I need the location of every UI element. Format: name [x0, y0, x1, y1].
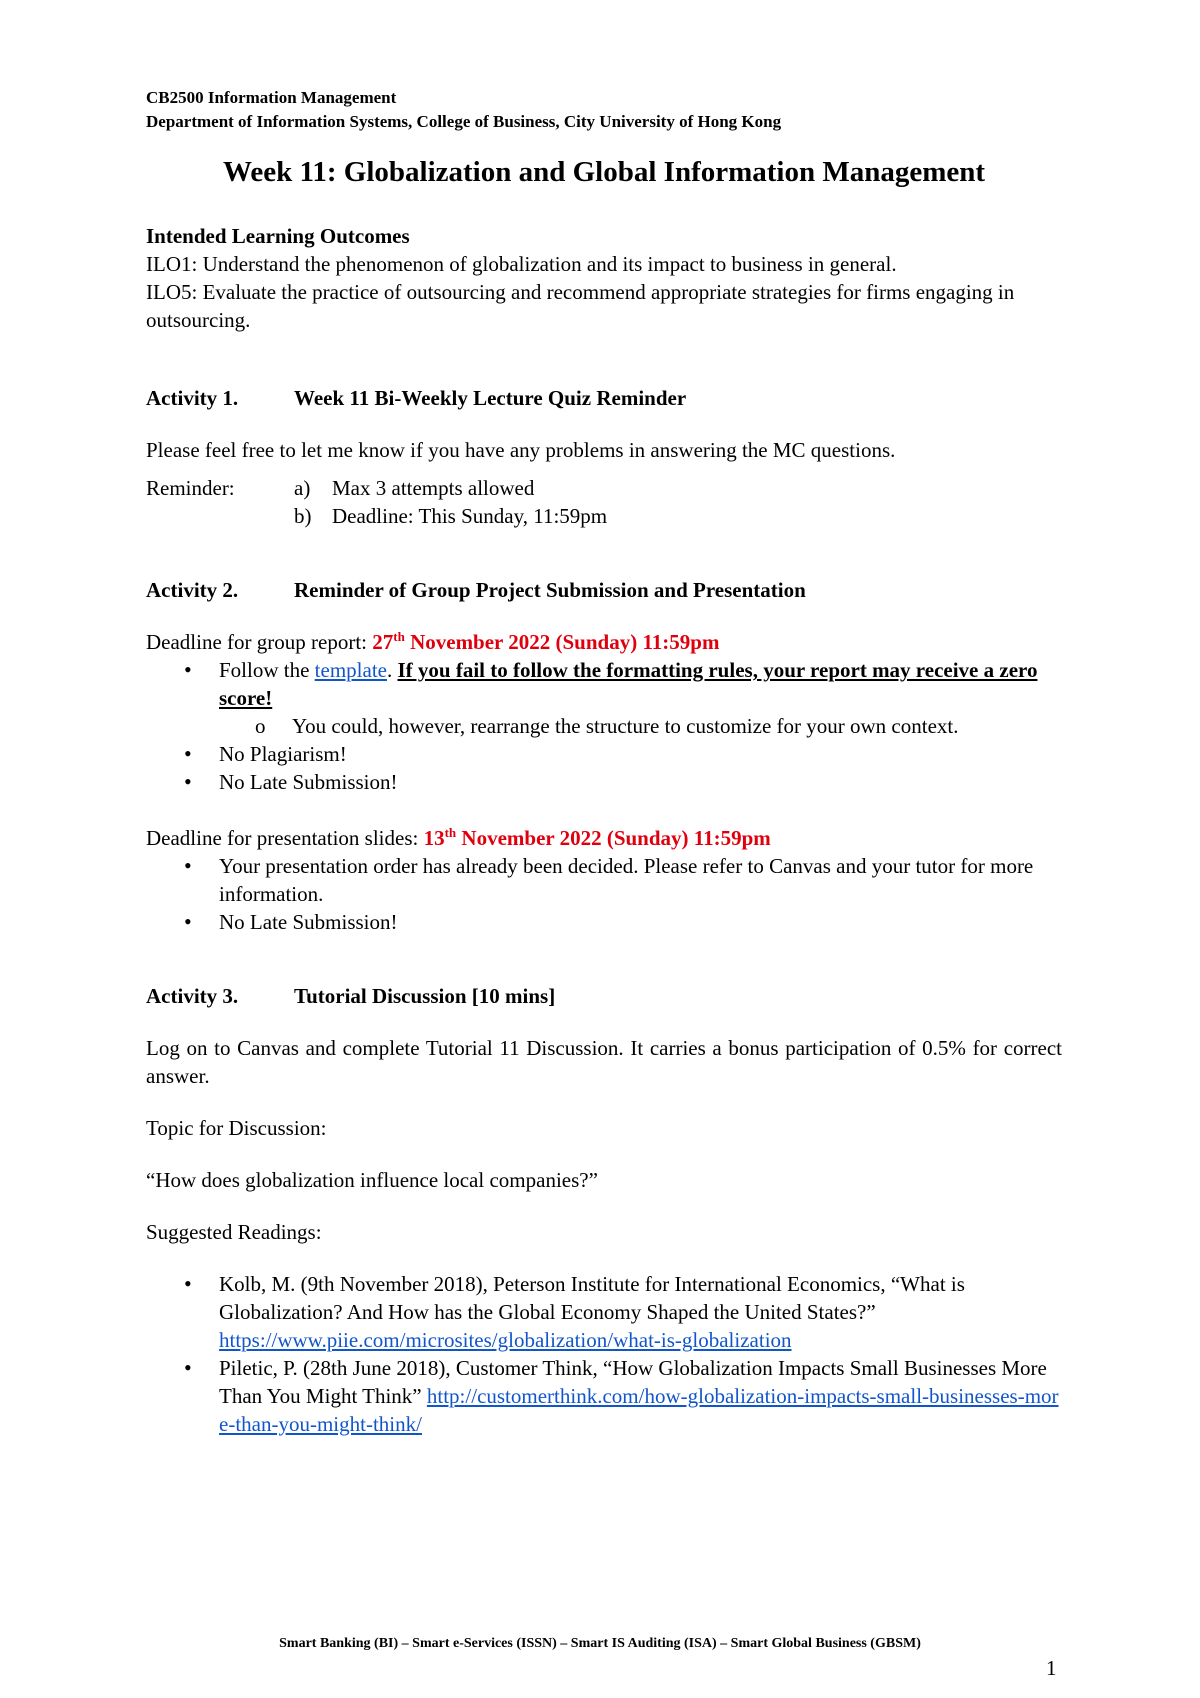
reading-link[interactable]: http://customerthink.com/how-globalization-impacts-small-businesses-more-than-you-might-think/: [219, 1384, 1059, 1436]
course-header: [146, 86, 1062, 134]
list-item: • Your presentation order has already been decided. Please refer to Canvas and your tutor for more information.: [146, 852, 1062, 908]
ilo-item: ILO5: Evaluate the practice of outsourcing and recommend appropriate strategies for firms engaging in outsourcing.: [146, 280, 1015, 332]
reminder-text: Max 3 attempts allowed: [332, 476, 535, 500]
sub-list: [219, 712, 1062, 740]
activity3-heading: [146, 982, 1062, 1010]
activity1-number: Activity 1.: [146, 386, 239, 410]
reminder-text: Deadline: This Sunday, 11:59pm: [332, 504, 608, 528]
report-deadline-day: 27: [372, 630, 394, 654]
slides-bullets: [146, 852, 1062, 936]
document-page: [146, 86, 1062, 1438]
report-deadline: [146, 628, 1062, 656]
reading-text: Kolb, M. (9th November 2018), Peterson Institute for International Economics, “What is Globalization? And How has the Global Economy Shaped the United States?”: [219, 1272, 965, 1324]
list-item: [146, 1354, 1062, 1438]
page-title: Week 11: Globalization and Global Information Management: [222, 156, 986, 188]
activity1-title: Week 11 Bi-Weekly Lecture Quiz Reminder: [294, 386, 687, 410]
list-item: • No Late Submission!: [146, 768, 1062, 796]
slides-deadline-rest: November 2022 (Sunday) 11:59pm: [456, 826, 771, 850]
activity2-title: Reminder of Group Project Submission and Presentation: [294, 578, 806, 602]
activity2-heading: [146, 576, 1062, 604]
formatting-warning: If you fail to follow the formatting rules, your report may receive a zero score!: [219, 658, 1038, 710]
course-name: CB2500 Information Management: [146, 88, 397, 107]
list-item: [146, 1270, 1062, 1354]
activity3-number: Activity 3.: [146, 984, 239, 1008]
page-number: 1: [1046, 1656, 1057, 1680]
reminder-item: [294, 474, 607, 502]
report-deadline-date: [372, 630, 719, 654]
activity1-intro: Please feel free to let me know if you have any problems in answering the MC questions.: [146, 438, 896, 462]
page-footer: Smart Banking (BI) – Smart e-Services (ISSN) – Smart IS Auditing (ISA) – Smart Global Business (GBSM): [279, 1636, 921, 1651]
reminder-list: [294, 474, 607, 530]
activity3-title: Tutorial Discussion [10 mins]: [294, 984, 556, 1008]
ilo-item: ILO1: Understand the phenomenon of globalization and its impact to business in general.: [146, 252, 897, 276]
activity1-heading: [146, 384, 1062, 412]
reminder-block: [146, 474, 1062, 530]
list-item: • No Late Submission!: [146, 908, 1062, 936]
slides-deadline-label: Deadline for presentation slides:: [146, 826, 424, 850]
reminder-marker: a): [294, 476, 311, 500]
template-link[interactable]: template: [314, 658, 387, 682]
ilo-section: [146, 222, 1062, 334]
list-item: [146, 656, 1062, 740]
activity2-number: Activity 2.: [146, 578, 239, 602]
reading-link[interactable]: https://www.piie.com/microsites/globalization/what-is-globalization: [219, 1328, 792, 1352]
list-item: o You could, however, rearrange the structure to customize for your own context.: [219, 712, 1062, 740]
follow-separator: .: [386, 658, 398, 682]
list-item: • No Plagiarism!: [146, 740, 1062, 768]
slides-deadline-sup: th: [444, 825, 457, 840]
report-deadline-label: Deadline for group report:: [146, 630, 373, 654]
follow-prefix: Follow the: [219, 658, 315, 682]
reminder-label: Reminder:: [146, 476, 235, 500]
slides-deadline-date: [424, 826, 771, 850]
discussion-topic: “How does globalization influence local companies?”: [146, 1168, 598, 1192]
department-name: Department of Information Systems, College of Business, City University of Hong Kong: [146, 112, 782, 131]
topic-label: Topic for Discussion:: [146, 1116, 327, 1140]
readings-label: Suggested Readings:: [146, 1220, 322, 1244]
reminder-item: [294, 502, 607, 530]
slides-deadline: [146, 824, 1062, 852]
ilo-heading: Intended Learning Outcomes: [146, 224, 410, 248]
reminder-marker: b): [294, 504, 312, 528]
activity3-intro: Log on to Canvas and complete Tutorial 11 Discussion. It carries a bonus participation of 0.5% for correct answer.: [146, 1036, 1062, 1088]
report-deadline-rest: November 2022 (Sunday) 11:59pm: [404, 630, 720, 654]
readings-list: [146, 1270, 1062, 1438]
report-deadline-sup: th: [393, 629, 405, 644]
slides-deadline-day: 13: [423, 826, 445, 850]
reading-text: Piletic, P. (28th June 2018), Customer Think, “How Globalization Impacts Small Businesses More Than You Might Think”: [219, 1356, 1047, 1408]
report-bullets: [146, 656, 1062, 796]
